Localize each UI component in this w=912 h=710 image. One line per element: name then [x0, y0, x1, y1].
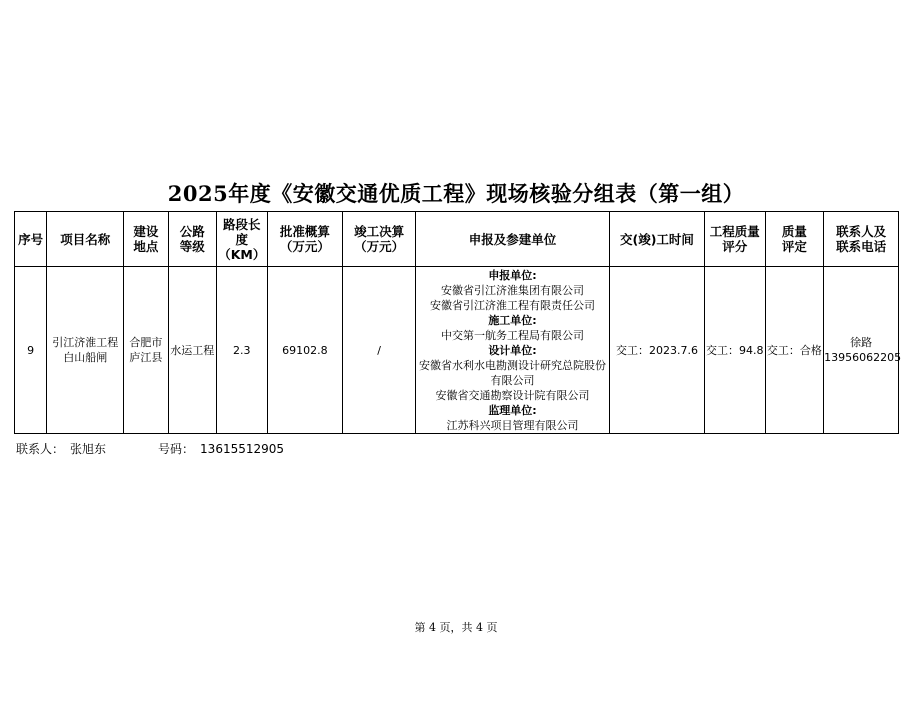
contact-phone: 13956062205 — [824, 351, 902, 364]
column-header-line: 地点 — [133, 239, 159, 254]
column-header — [765, 212, 824, 267]
cell-index: 9 — [15, 267, 47, 434]
column-header-line: 竣工决算 — [354, 224, 405, 239]
unit-name: 安徽省水利水电勘测设计研究总院股份 — [419, 358, 607, 372]
cell-final-accounts: / — [343, 267, 416, 434]
column-header-line: 公路 — [179, 224, 205, 239]
column-header-line: 交(竣)工时间 — [620, 231, 694, 247]
column-header-line: 建设 — [133, 224, 159, 239]
project-name-line: 引江济淮工程 — [52, 336, 119, 349]
page-title: 2025年度《安徽交通优质工程》现场核验分组表（第一组） — [167, 181, 745, 206]
unit-category-label: 监理单位: — [488, 403, 537, 417]
column-header-line: （万元） — [354, 239, 405, 254]
unit-name: 江苏科兴项目管理有限公司 — [446, 418, 579, 432]
cell-quality-score: 交工：94.8 — [704, 267, 765, 434]
column-header — [824, 212, 899, 267]
contact-person: 张旭东 — [70, 442, 107, 456]
column-header — [267, 212, 343, 267]
column-header-line: 序号 — [18, 231, 44, 247]
unit-category-label: 申报单位: — [488, 268, 537, 282]
column-header-line: 路段长 — [223, 216, 261, 232]
unit-name: 中交第一航务工程局有限公司 — [441, 328, 585, 342]
project-name-line: 白山船闸 — [63, 351, 108, 364]
column-header-line: 联系电话 — [836, 239, 887, 254]
column-header — [704, 212, 765, 267]
column-header — [217, 212, 268, 267]
location-line: 庐江县 — [129, 351, 163, 364]
column-header-line: 项目名称 — [60, 231, 111, 247]
cell-road-grade: 水运工程 — [168, 267, 216, 434]
column-header — [416, 212, 610, 267]
column-header-line: 批准概算 — [279, 224, 330, 239]
contact-line — [16, 440, 290, 457]
column-header — [15, 212, 47, 267]
unit-category-label: 施工单位: — [488, 313, 537, 327]
column-header-line: 质量 — [781, 224, 807, 239]
column-header — [47, 212, 124, 267]
column-header-line: 联系人及 — [836, 224, 887, 239]
unit-name: 安徽省引江济淮工程有限责任公司 — [430, 298, 596, 312]
contact-name: 徐路 — [850, 336, 873, 349]
unit-category-label: 设计单位: — [488, 343, 537, 357]
unit-name: 有限公司 — [490, 373, 535, 387]
cell-location — [124, 267, 168, 434]
verification-table — [14, 211, 902, 434]
unit-name: 安徽省交通勘察设计院有限公司 — [435, 388, 590, 402]
contact-phone-label: 号码： — [158, 442, 195, 456]
header-row — [15, 212, 899, 267]
cell-project-name — [47, 267, 124, 434]
column-header-line: 评分 — [722, 239, 748, 254]
column-header-line: 等级 — [179, 239, 205, 254]
column-header-line: （KM） — [218, 246, 266, 262]
location-line: 合肥市 — [129, 336, 163, 349]
cell-approved-budget: 69102.8 — [267, 267, 343, 434]
contact-phone-number: 13615512905 — [200, 442, 285, 456]
column-header-line: （万元） — [279, 239, 330, 254]
cell-contact — [824, 267, 902, 434]
column-header-line: 工程质量 — [709, 224, 760, 239]
column-header — [124, 212, 168, 267]
table-row — [15, 267, 899, 434]
column-header — [168, 212, 216, 267]
cell-length: 2.3 — [217, 267, 268, 434]
cell-units — [416, 267, 610, 434]
cell-quality-rating: 交工：合格 — [765, 267, 824, 434]
contact-person-label: 联系人： — [16, 442, 65, 456]
unit-name: 安徽省引江济淮集团有限公司 — [441, 283, 585, 297]
column-header-line: 申报及参建单位 — [468, 231, 557, 247]
cell-completion-time: 交工：2023.7.6 — [610, 267, 705, 434]
page-number: 第 4 页，共 4 页 — [414, 621, 498, 634]
column-header-line: 度 — [235, 231, 249, 247]
column-header — [610, 212, 705, 267]
column-header — [343, 212, 416, 267]
column-header-line: 评定 — [781, 239, 807, 254]
